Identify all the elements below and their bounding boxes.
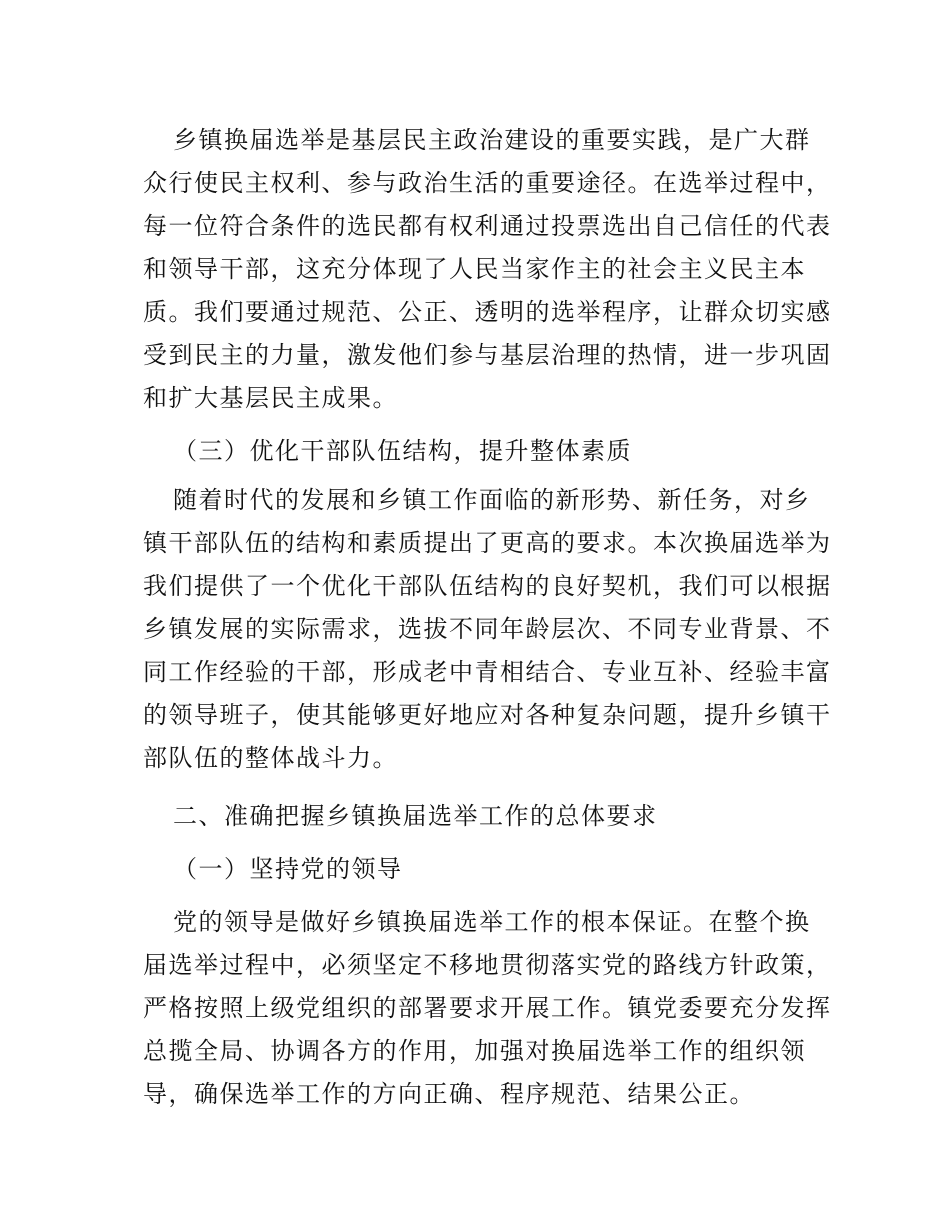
heading-text: 二、准确把握乡镇换届选举工作的总体要求 [173, 802, 658, 830]
heading-text: （一）坚持党的领导 [173, 855, 403, 883]
text-line: 严格按照上级党组织的部署要求开展工作。镇党委要充分发挥 [143, 994, 832, 1022]
text-line: 同工作经验的干部，形成老中青相结合、专业互补、经验丰富 [143, 658, 832, 686]
text-line: 每一位符合条件的选民都有权利通过投票选出自己信任的代表 [143, 212, 832, 240]
text-line: 随着时代的发展和乡镇工作面临的新形势、新任务，对乡 [173, 486, 811, 514]
text-line: 乡镇发展的实际需求，选拔不同年龄层次、不同专业背景、不 [143, 615, 832, 643]
paragraph-party-leadership [143, 901, 832, 1116]
text-line: 镇干部队伍的结构和素质提出了更高的要求。本次换届选举为 [143, 529, 832, 557]
text-line: 乡镇换届选举是基层民主政治建设的重要实践，是广大群 [173, 126, 811, 154]
text-line: 和扩大基层民主成果。 [143, 384, 398, 412]
heading-text: （三）优化干部队伍结构，提升整体素质 [173, 437, 632, 465]
text-line: 的领导班子，使其能够更好地应对各种复杂问题，提升乡镇干 [143, 701, 832, 729]
paragraph-democracy [143, 119, 832, 420]
text-line: 受到民主的力量，激发他们参与基层治理的热情，进一步巩固 [143, 341, 832, 369]
text-line: 众行使民主权利、参与政治生活的重要途径。在选举过程中， [143, 169, 832, 197]
section-heading-2 [143, 795, 823, 838]
text-line: 部队伍的整体战斗力。 [143, 744, 398, 772]
section-heading-1 [143, 848, 823, 891]
paragraph-cadre-structure [143, 479, 832, 780]
text-line: 党的领导是做好乡镇换届选举工作的根本保证。在整个换 [173, 908, 811, 936]
text-line: 和领导干部，这充分体现了人民当家作主的社会主义民主本 [143, 255, 806, 283]
text-line: 导，确保选举工作的方向正确、程序规范、结果公正。 [143, 1080, 755, 1108]
text-line: 届选举过程中，必须坚定不移地贯彻落实党的路线方针政策， [143, 951, 832, 979]
text-line: 我们提供了一个优化干部队伍结构的良好契机，我们可以根据 [143, 572, 832, 600]
section-heading-3 [143, 430, 823, 473]
text-line: 质。我们要通过规范、公正、透明的选举程序，让群众切实感 [143, 298, 832, 326]
text-line: 总揽全局、协调各方的作用，加强对换届选举工作的组织领 [143, 1037, 806, 1065]
